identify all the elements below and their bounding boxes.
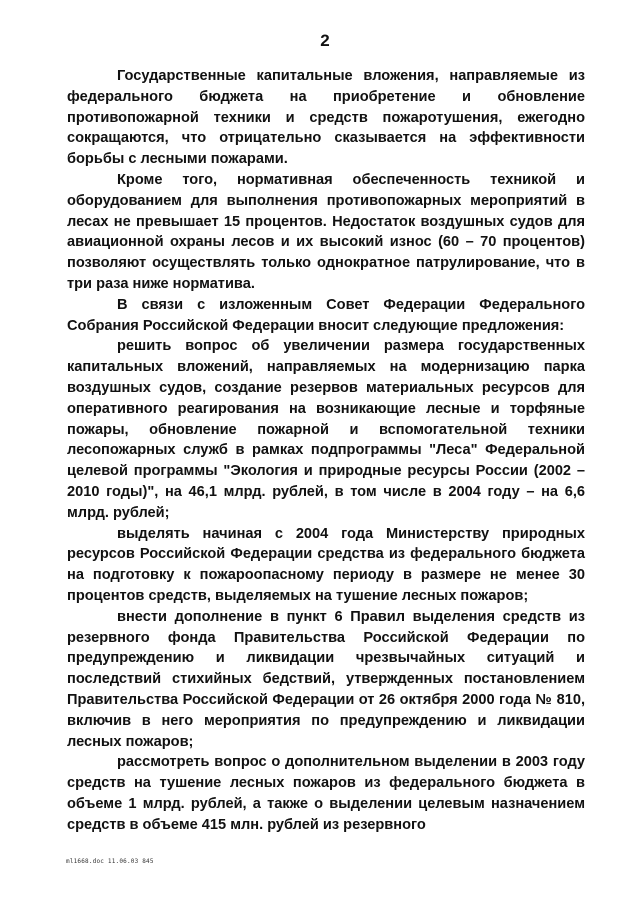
paragraph-capital-investments: Государственные капитальные вложения, направляемые из федерального бюджета на приобретение и обновление противопожарной техники и средств пожаротушения, ежегодно сокращаются, что отрицательно сказывается на эффективности борьбы с лесными пожарами. [67,68,585,168]
paragraph-proposal-funding: выделять начиная с 2004 года Министерству природных ресурсов Российской Федерации средства из федерального бюджета на подготовку к пожароопасному периоду в размере не менее 30 процентов средств, выделяемых на тушение лесных пожаров; [67,525,585,604]
paragraph-proposal-additional-funds: рассмотреть вопрос о дополнительном выделении в 2003 году средств на тушение лесных пожаров из федерального бюджета в объеме 1 млрд. рублей, а также о выделении целевым назначением средств в объеме 415 млн. рублей из резервного [67,754,585,833]
paragraph-equipment-shortage: Кроме того, нормативная обеспеченность техникой и оборудованием для выполнения противопожарных мероприятий в лесах не превышает 15 процентов. Недостаток воздушных судов для авиационной охраны лесов и их высокий износ (60 – 70 процентов) позволяют осуществлять только однократное патрулирование, что в три раза ниже норматива. [67,171,585,292]
page-number: 2 [320,31,330,50]
file-footer: ml1668.doc 11.06.03 845 [66,858,154,865]
document-body [67,66,585,835]
paragraph-proposals-intro: В связи с изложенным Совет Федерации Федерального Собрания Российской Федерации вносит следующие предложения: [67,296,585,334]
paragraph-proposal-rules-amendment: внести дополнение в пункт 6 Правил выделения средств из резервного фонда Правительства Российской Федерации по предупреждению и ликвидации чрезвычайных ситуаций и последствий стихийных бедствий, утвержденных постановлением Правительства Российской Федерации от 26 октября 2000 года № 810, включив в него мероприятия по предупреждению и ликвидации лесных пожаров; [67,608,585,750]
paragraph-proposal-investments: решить вопрос об увеличении размера государственных капитальных вложений, направляемых на модернизацию парка воздушных судов, создание резервов материальных ресурсов для оперативного реагирования на возникающие лесные и торфяные пожары, обновление пожарной и вспомогательной техники лесопожарных служб в рамках подпрограммы "Леса" Федеральной целевой программы "Экология и природные ресурсы России (2002 – 2010 годы)", на 46,1 млрд. рублей, в том числе в 2004 году – на 6,6 млрд. рублей; [67,338,585,521]
